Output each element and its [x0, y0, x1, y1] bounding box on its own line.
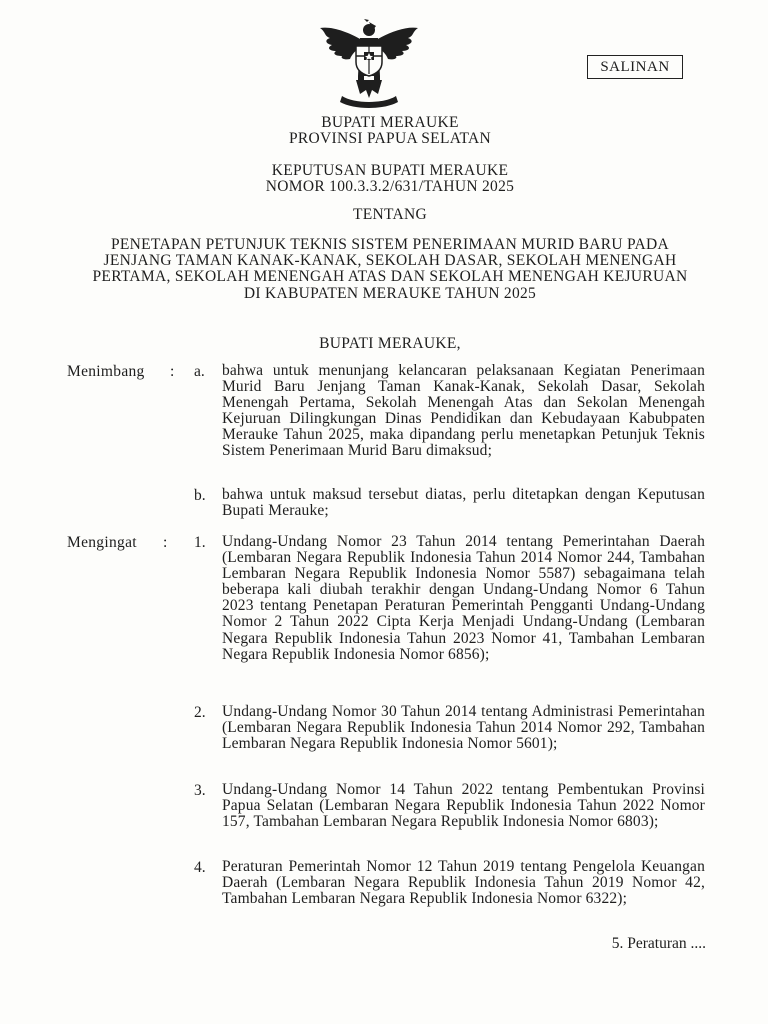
mengingat-item-3: Undang-Undang Nomor 14 Tahun 2022 tentang Pembentukan Provinsi Papua Selatan (Lembaran Negara Republik Indonesia Tahun 2022 Nomor 157, Tambahan Lembaran Negara Republik Indonesia Nomor 6803);	[222, 781, 705, 831]
decree-subject: PENETAPAN PETUNJUK TEKNIS SISTEM PENERIMAAN MURID BARU PADA JENJANG TAMAN KANAK-KANAK, SEKOLAH DASAR, SEKOLAH MENENGAH PERTAMA, SEKOLAH MENENGAH ATAS DAN SEKOLAH MENENGAH KEJURUAN DI KABUPATEN MERAUKE TAHUN 2025	[92, 236, 688, 302]
menimbang-marker-b: b.	[194, 487, 206, 504]
garuda-emblem-icon	[318, 18, 420, 110]
mengingat-item-1: Undang-Undang Nomor 23 Tahun 2014 tentang Pemerintahan Daerah (Lembaran Negara Republik Indonesia Tahun 2014 Nomor 244, Tambahan Lembaran Negara Republik Indonesia Nomor 5587) sebagaimana telah beberapa kali diubah terakhir dengan Undang-Undang Nomor 6 Tahun 2023 tentang Penetapan Peraturan Pemerintah Pengganti Undang-Undang Nomor 2 Tahun 2022 Cipta Kerja Menjadi Undang-Undang (Lembaran Negara Republik Indonesia Tahun 2023 Nomor 41, Tambahan Lembaran Negara Republik Indonesia Nomor 6856);	[222, 533, 705, 663]
mengingat-marker-1: 1.	[194, 534, 206, 551]
menimbang-colon: :	[170, 363, 175, 380]
menimbang-item-b: bahwa untuk maksud tersebut diatas, perlu ditetapkan dengan Keputusan Bupati Merauke;	[222, 486, 705, 520]
mengingat-marker-4: 4.	[194, 859, 206, 876]
menimbang-item-a: bahwa untuk menunjang kelancaran pelaksanaan Kegiatan Penerimaan Murid Baru Jenjang Taman Kanak-Kanak, Sekolah Dasar, Sekolah Menengah Pertama, Sekolah Menengah Atas dan Sekolan Menengah Kejuruan Dilingkungan Dinas Pendidikan dan Kebudayaan Kabubpaten Merauke Tahun 2025, maka dipandang perlu menetapkan Petunjuk Teknis Sistem Penerimaan Murid Baru dimaksud;	[222, 362, 705, 460]
mengingat-colon: :	[163, 534, 168, 551]
issuer-name: BUPATI MERAUKE,	[319, 335, 461, 352]
menimbang-marker-a: a.	[194, 363, 205, 380]
office-name: BUPATI MERAUKE	[321, 114, 459, 131]
decree-heading	[60, 163, 720, 195]
menimbang-label: Menimbang	[67, 363, 145, 380]
continuation-note: 5. Peraturan ....	[611, 935, 706, 952]
province-name: PROVINSI PAPUA SELATAN	[288, 130, 492, 147]
mengingat-marker-3: 3.	[194, 782, 206, 799]
mengingat-marker-2: 2.	[194, 704, 206, 721]
mengingat-item-2: Undang-Undang Nomor 30 Tahun 2014 tentang Administrasi Pemerintahan (Lembaran Negara Republik Indonesia Tahun 2014 Nomor 292, Tambahan Lembaran Negara Republik Indonesia Nomor 5601);	[222, 703, 705, 753]
about-label: TENTANG	[352, 206, 428, 223]
mengingat-label: Mengingat	[67, 534, 137, 551]
salinan-stamp: SALINAN	[587, 55, 683, 79]
letterhead	[60, 115, 720, 147]
mengingat-item-4: Peraturan Pemerintah Nomor 12 Tahun 2019 tentang Pengelola Keuangan Daerah (Lembaran Negara Republik Indonesia Tahun 2019 Nomor 42, Tambahan Lembaran Negara Republik Indonesia Nomor 6322);	[222, 858, 705, 908]
decree-title: KEPUTUSAN BUPATI MERAUKE	[271, 162, 509, 179]
decree-number: NOMOR 100.3.3.2/631/TAHUN 2025	[265, 178, 515, 195]
